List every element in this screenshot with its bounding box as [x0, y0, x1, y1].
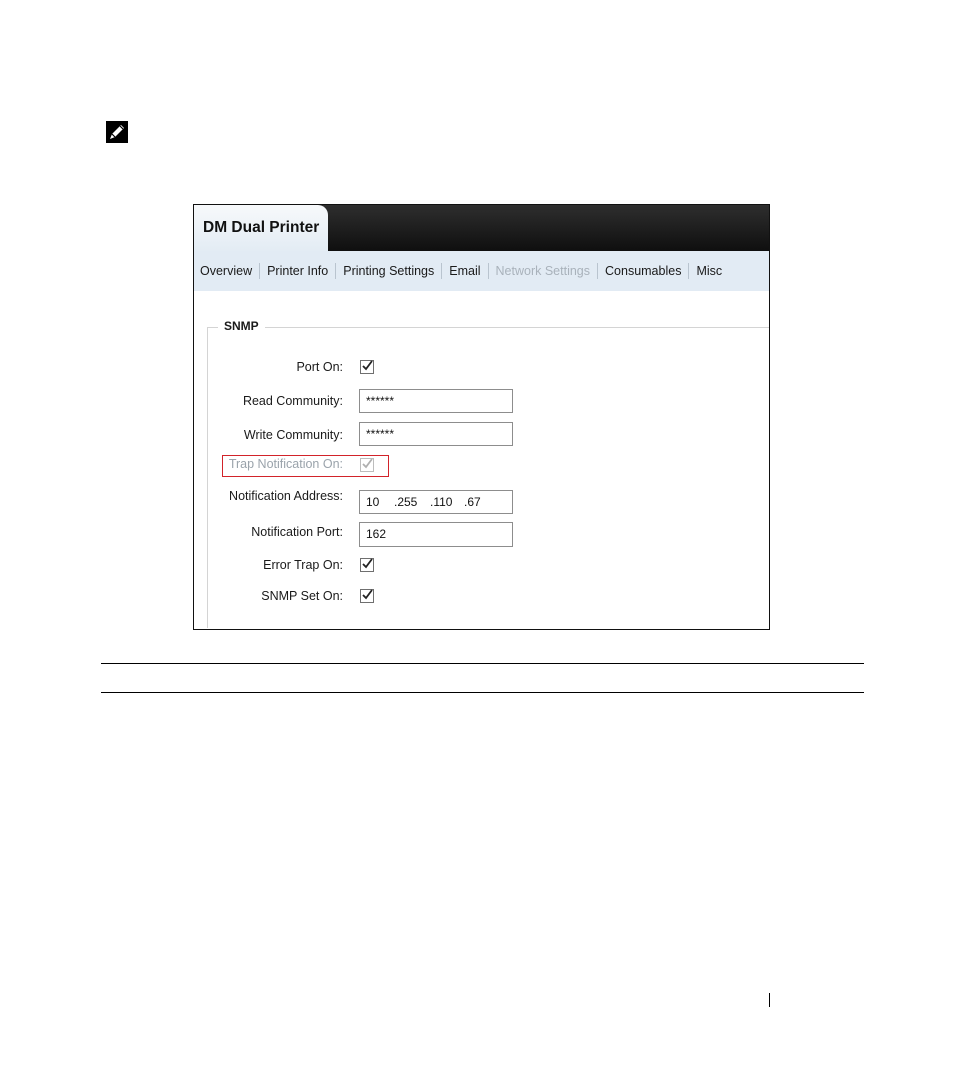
ip-octet: .255 — [394, 495, 418, 509]
ip-octet: 10 — [366, 495, 380, 509]
read-community-row — [194, 389, 769, 411]
port-on-row — [194, 357, 769, 379]
settings-content — [194, 291, 769, 629]
snmp-set-label: SNMP Set On: — [261, 589, 343, 603]
nav-tabs — [194, 251, 729, 291]
trap-notification-label: Trap Notification On: — [228, 457, 343, 471]
app-header — [194, 205, 769, 251]
write-community-row — [194, 422, 769, 444]
read-community-label: Read Community: — [242, 394, 343, 408]
notification-address-row — [194, 488, 769, 510]
notification-address-input[interactable] — [359, 490, 513, 514]
snmp-set-checkbox[interactable] — [360, 589, 374, 603]
error-trap-row — [194, 556, 769, 578]
snmp-set-row — [194, 587, 769, 609]
port-on-checkbox[interactable] — [360, 360, 374, 374]
notification-port-row — [194, 521, 769, 543]
snmp-legend: SNMP — [218, 319, 265, 333]
checkmark-icon — [360, 556, 375, 571]
app-title-tab — [194, 205, 328, 251]
notification-port-input[interactable]: 162 — [359, 522, 513, 547]
notification-port-label: Notification Port: — [251, 525, 343, 539]
printer-settings-screenshot — [193, 204, 770, 630]
ip-octet: .67 — [464, 495, 481, 509]
nav-bar — [194, 251, 769, 291]
tab-network-settings[interactable]: Network Settings — [495, 264, 591, 278]
pencil-note-icon — [106, 121, 128, 143]
tab-consumables[interactable]: Consumables — [605, 264, 682, 278]
table-rule-bottom — [101, 692, 864, 693]
checkmark-icon — [360, 358, 375, 373]
read-community-input[interactable]: ****** — [359, 389, 513, 413]
write-community-label: Write Community: — [243, 428, 343, 442]
tab-misc[interactable]: Misc — [696, 264, 723, 278]
error-trap-checkbox[interactable] — [360, 558, 374, 572]
ip-octet: .110 — [430, 495, 453, 509]
write-community-input[interactable]: ****** — [359, 422, 513, 446]
checkmark-icon — [360, 587, 375, 602]
tab-printing-settings[interactable]: Printing Settings — [343, 264, 435, 278]
table-rule-top — [101, 663, 864, 664]
tab-email[interactable]: Email — [449, 264, 481, 278]
page-number-separator — [769, 993, 770, 1007]
app-title: DM Dual Printer — [203, 219, 320, 236]
highlight-box — [222, 455, 389, 477]
tab-overview[interactable]: Overview — [200, 264, 253, 278]
notification-address-label: Notification Address: — [229, 489, 343, 503]
tab-printer-info[interactable]: Printer Info — [267, 264, 329, 278]
port-on-label: Port On: — [296, 360, 343, 374]
error-trap-label: Error Trap On: — [263, 558, 343, 572]
